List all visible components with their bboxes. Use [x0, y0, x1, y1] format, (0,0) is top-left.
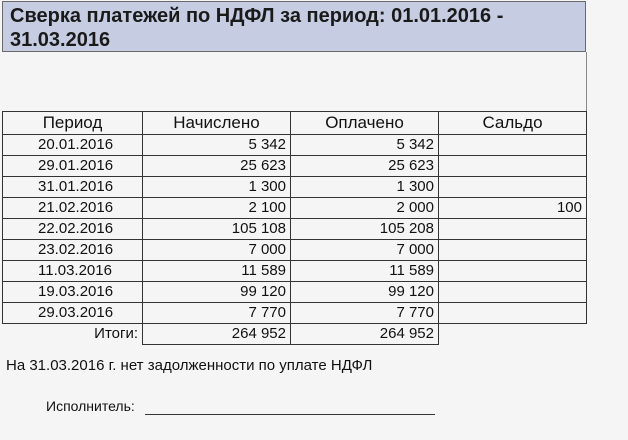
cell-accrued: 11 589	[143, 261, 291, 282]
cell-balance	[439, 261, 587, 282]
cell-period: 22.02.2016	[3, 219, 143, 240]
cell-paid: 105 208	[291, 219, 439, 240]
cell-balance	[439, 177, 587, 198]
cell-paid: 2 000	[291, 198, 439, 219]
cell-accrued: 5 342	[143, 135, 291, 156]
cell-balance	[439, 240, 587, 261]
cell-period: 29.03.2016	[3, 303, 143, 324]
totals-accrued: 264 952	[143, 324, 291, 345]
divider-line	[586, 52, 587, 112]
cell-balance	[439, 135, 587, 156]
cell-balance	[439, 303, 587, 324]
cell-period: 19.03.2016	[3, 282, 143, 303]
header-period: Период	[3, 112, 143, 135]
document-title: Сверка платежей по НДФЛ за период: 01.01.2016 - 31.03.2016	[10, 5, 504, 51]
payments-table	[2, 111, 587, 345]
cell-paid: 99 120	[291, 282, 439, 303]
cell-balance	[439, 156, 587, 177]
title-box	[2, 1, 586, 52]
totals-label: Итоги:	[94, 325, 138, 343]
table-row	[3, 177, 587, 198]
cell-paid: 1 300	[291, 177, 439, 198]
cell-balance: 100	[439, 198, 587, 219]
table-row	[3, 282, 587, 303]
cell-paid: 25 623	[291, 156, 439, 177]
totals-paid: 264 952	[291, 324, 439, 345]
table-row	[3, 261, 587, 282]
cell-accrued: 99 120	[143, 282, 291, 303]
table-row	[3, 303, 587, 324]
totals-row	[3, 324, 587, 345]
cell-paid: 11 589	[291, 261, 439, 282]
table-row	[3, 198, 587, 219]
cell-period: 31.01.2016	[3, 177, 143, 198]
signature-line	[145, 414, 435, 415]
table-row	[3, 156, 587, 177]
cell-paid: 5 342	[291, 135, 439, 156]
cell-period: 11.03.2016	[3, 261, 143, 282]
cell-period: 29.01.2016	[3, 156, 143, 177]
totals-empty	[439, 324, 587, 345]
cell-accrued: 1 300	[143, 177, 291, 198]
cell-balance	[439, 282, 587, 303]
header-balance: Сальдо	[439, 112, 587, 135]
signer-label: Исполнитель:	[46, 398, 135, 414]
cell-balance	[439, 219, 587, 240]
cell-accrued: 105 108	[143, 219, 291, 240]
table-row	[3, 135, 587, 156]
cell-accrued: 2 100	[143, 198, 291, 219]
debt-note: На 31.03.2016 г. нет задолженности по уплате НДФЛ	[6, 357, 373, 374]
table-header-row	[3, 112, 587, 135]
cell-paid: 7 770	[291, 303, 439, 324]
cell-period: 23.02.2016	[3, 240, 143, 261]
cell-accrued: 7 770	[143, 303, 291, 324]
cell-accrued: 25 623	[143, 156, 291, 177]
cell-accrued: 7 000	[143, 240, 291, 261]
header-accrued: Начислено	[143, 112, 291, 135]
cell-paid: 7 000	[291, 240, 439, 261]
table-row	[3, 240, 587, 261]
header-paid: Оплачено	[291, 112, 439, 135]
cell-period: 20.01.2016	[3, 135, 143, 156]
table-row	[3, 219, 587, 240]
cell-period: 21.02.2016	[3, 198, 143, 219]
